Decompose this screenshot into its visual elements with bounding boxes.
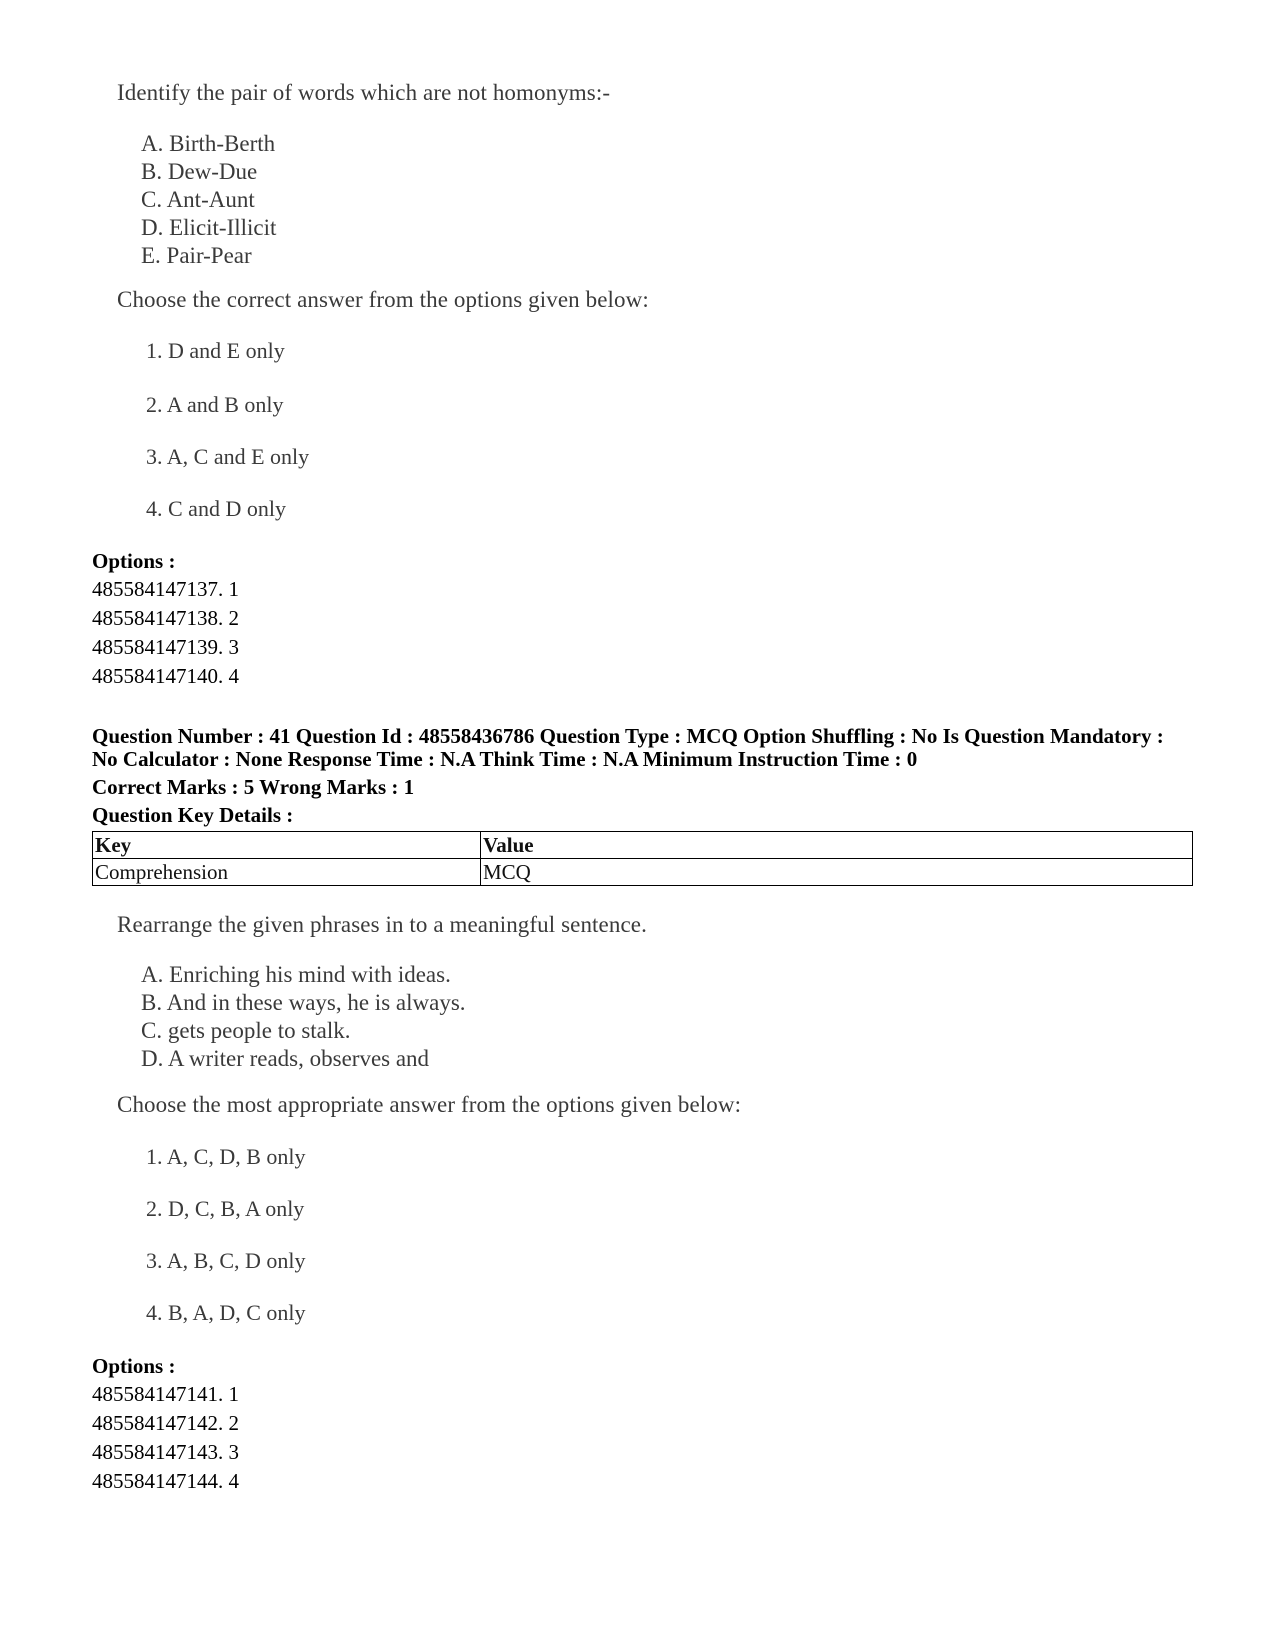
list-item: B. And in these ways, he is always.	[141, 990, 466, 1015]
list-item: E. Pair-Pear	[141, 243, 252, 268]
q40-answer-2: 2. A and B only	[146, 392, 284, 417]
list-item: C. gets people to stalk.	[141, 1018, 351, 1043]
option-item: 485584147139. 3	[92, 635, 239, 659]
table-cell-key: Comprehension	[93, 859, 481, 886]
option-item: 485584147143. 3	[92, 1440, 239, 1464]
table-row	[93, 859, 1193, 886]
table-cell-value: MCQ	[481, 859, 1193, 886]
q40-answer-4: 4. C and D only	[146, 496, 286, 521]
option-item: 485584147141. 1	[92, 1382, 239, 1406]
q41-items	[141, 961, 466, 1073]
q41-options-label: Options :	[92, 1354, 176, 1378]
q41-prompt: Choose the most appropriate answer from the options given below:	[117, 1092, 742, 1117]
option-item: 485584147144. 4	[92, 1469, 239, 1493]
list-item: D. A writer reads, observes and	[141, 1046, 430, 1071]
q41-meta-line1: Question Number : 41 Question Id : 48558436786 Question Type : MCQ Option Shuffling : No Is Question Mandatory :	[92, 724, 1164, 748]
list-item: A. Birth-Berth	[141, 131, 276, 156]
q41-options-list	[92, 1380, 239, 1496]
q40-answer-1: 1. D and E only	[146, 338, 285, 363]
q41-stem: Rearrange the given phrases in to a meaningful sentence.	[117, 912, 647, 937]
option-item: 485584147138. 2	[92, 606, 239, 630]
option-item: 485584147140. 4	[92, 664, 239, 688]
q40-options-label: Options :	[92, 549, 176, 573]
q41-answer-1: 1. A, C, D, B only	[146, 1144, 306, 1169]
q41-answer-3: 3. A, B, C, D only	[146, 1248, 306, 1273]
q40-items	[141, 130, 276, 270]
list-item: A. Enriching his mind with ideas.	[141, 962, 451, 987]
q41-marks: Correct Marks : 5 Wrong Marks : 1	[92, 775, 415, 799]
table-header-key: Key	[93, 832, 481, 859]
q41-answer-2: 2. D, C, B, A only	[146, 1196, 305, 1221]
q40-options-list	[92, 575, 239, 691]
option-item: 485584147137. 1	[92, 577, 239, 601]
option-item: 485584147142. 2	[92, 1411, 239, 1435]
q41-meta-line2: No Calculator : None Response Time : N.A Think Time : N.A Minimum Instruction Time : 0	[92, 747, 918, 771]
key-value-table	[92, 831, 1193, 886]
table-header-value: Value	[481, 832, 1193, 859]
list-item: D. Elicit-Illicit	[141, 215, 277, 240]
list-item: C. Ant-Aunt	[141, 187, 255, 212]
q41-answer-4: 4. B, A, D, C only	[146, 1300, 306, 1325]
table-header-row	[93, 832, 1193, 859]
q40-answer-3: 3. A, C and E only	[146, 444, 310, 469]
q40-stem: Identify the pair of words which are not homonyms:-	[117, 80, 611, 105]
q41-key-details-label: Question Key Details :	[92, 803, 294, 827]
list-item: B. Dew-Due	[141, 159, 258, 184]
q40-prompt: Choose the correct answer from the options given below:	[117, 287, 649, 312]
